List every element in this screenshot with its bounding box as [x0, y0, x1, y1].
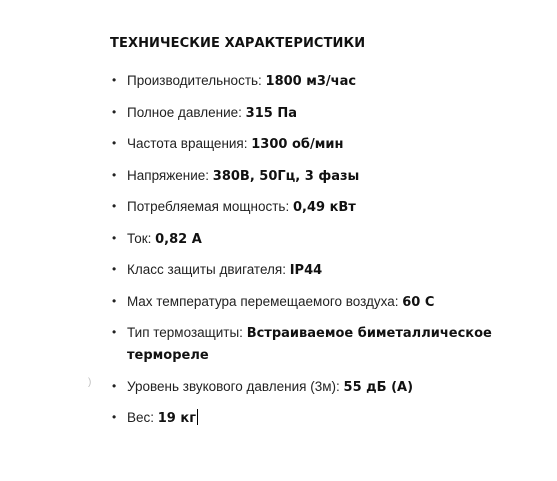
bullet-icon: • — [112, 73, 117, 87]
spec-value: 1300 об/мин — [251, 137, 344, 152]
bullet-icon: • — [112, 293, 117, 308]
spec-item-rotation-speed[interactable] — [110, 133, 530, 155]
spec-value: 60 С — [402, 294, 435, 310]
bullet-icon: • — [112, 136, 117, 150]
spec-value: 19 кг — [157, 411, 196, 426]
spec-value: 0,82 А — [155, 231, 202, 247]
spec-value: Встраиваемое биметаллическое термореле — [127, 326, 492, 363]
bullet-icon: • — [112, 410, 117, 424]
text-cursor — [197, 409, 198, 425]
spec-item-max-temperature[interactable] — [110, 291, 530, 313]
spec-item-protection-class[interactable] — [110, 259, 530, 281]
spec-value: 0,49 кВт — [292, 200, 356, 215]
bullet-icon: • — [112, 104, 117, 119]
spec-item-weight[interactable] — [110, 407, 530, 429]
spec-item-pressure[interactable] — [110, 102, 530, 124]
spec-label: Ток: — [127, 230, 156, 246]
spec-label: Класс защиты двигателя: — [127, 262, 290, 277]
spec-value: 380В, 50Гц, 3 фазы — [212, 168, 360, 184]
spec-value: 55 дБ (А) — [343, 379, 414, 395]
spec-item-power[interactable] — [110, 196, 530, 218]
spec-label: Тип термозащиты: — [127, 325, 247, 340]
spec-label: Производительность: — [127, 73, 266, 88]
bullet-icon: • — [112, 378, 117, 393]
bullet-icon: • — [112, 325, 117, 339]
bullet-icon: • — [112, 262, 117, 276]
spec-value: 315 Па — [245, 105, 297, 121]
spec-item-voltage[interactable] — [110, 165, 530, 187]
spec-label: Max температура перемещаемого воздуха: — [127, 293, 403, 309]
bullet-icon: • — [112, 167, 117, 182]
spec-label: Уровень звукового давления (3м): — [127, 378, 344, 394]
spec-item-thermal-protection[interactable] — [110, 322, 530, 366]
spec-label: Вес: — [127, 410, 158, 425]
bullet-icon: • — [112, 199, 117, 213]
spec-item-sound-pressure[interactable] — [110, 376, 530, 398]
spec-label: Напряжение: — [127, 167, 213, 183]
bullet-icon: • — [112, 230, 117, 245]
specs-list — [110, 70, 530, 429]
spec-item-current[interactable] — [110, 228, 530, 250]
paragraph-margin-mark: ) — [88, 377, 92, 388]
section-heading: ТЕХНИЧЕСКИЕ ХАРАКТЕРИСТИКИ — [110, 36, 366, 51]
spec-value: IP44 — [289, 263, 323, 278]
document-body[interactable] — [110, 36, 530, 439]
spec-label: Потребляемая мощность: — [127, 199, 293, 214]
spec-item-capacity[interactable] — [110, 70, 530, 92]
spec-label: Частота вращения: — [127, 136, 252, 151]
spec-label: Полное давление: — [127, 104, 246, 120]
spec-value: 1800 м3/час — [265, 74, 357, 89]
